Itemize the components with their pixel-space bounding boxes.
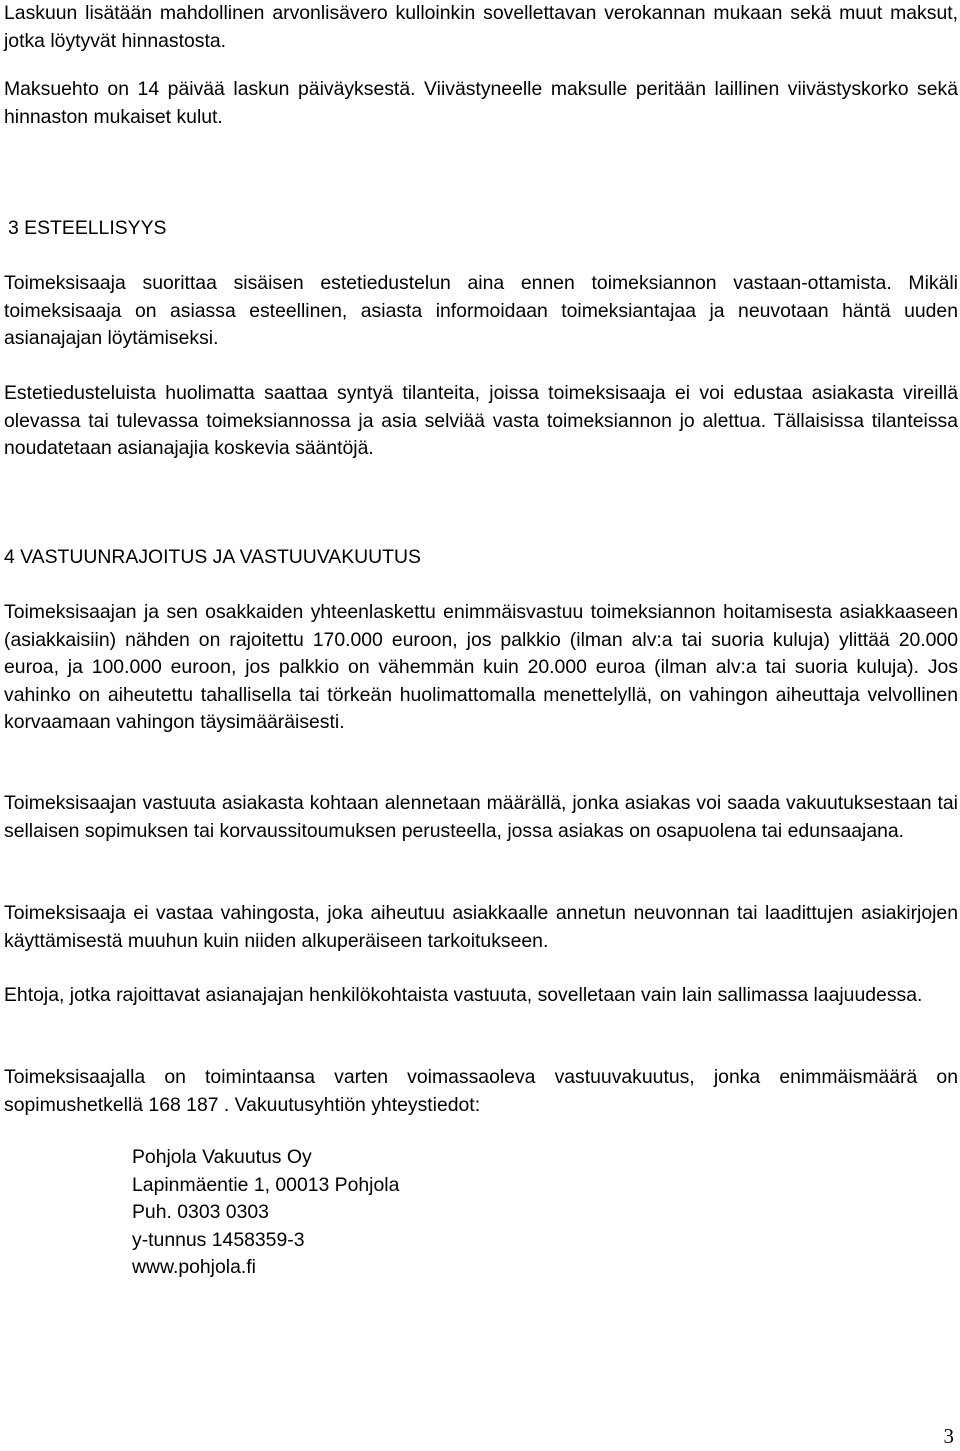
insurer-contact-block [132,1144,399,1282]
insurer-phone: Puh. 0303 0303 [132,1201,269,1223]
section-3-heading: 3 ESTEELLISYYS [8,217,167,239]
insurer-name: Pohjola Vakuutus Oy [132,1146,312,1168]
insurer-address: Lapinmäentie 1, 00013 Pohjola [132,1173,400,1196]
section-3-paragraph-2: Estetiedusteluista huolimatta saattaa syntyä tilanteita, joissa toimeksisaaja ei voi edustaa asiakasta vireillä olevassa tai tulevassa toimeksiannossa ja asia selviää vasta toimeksiannon jo alettua. Tällaisissa tilanteissa noudatetaan asianajajia koskevia sääntöjä. [4,382,958,459]
page-number: 3 [943,1424,954,1448]
section-4-paragraph-1: Toimeksisaajan ja sen osakkaiden yhteenlaskettu enimmäisvastuu toimeksiannon hoitamisesta asiakkaaseen (asiakkaisiin) nähden on rajoitettu 170.000 euroon, jos palkkio (ilman alv:a tai suoria kuluja) ylittää 20.000 euroa, ja 100.000 euroon, jos palkkio on vähemmän kuin 20.000 euroa (ilman alv:a tai suoria kuluja). Jos vahinko on aiheutettu tahallisella tai törkeän huolimattomalla menettelyllä, on vahingon aiheuttaja velvollinen korvaamaan vahingon täysimääräisesti. [4,601,958,733]
vat-paragraph: Laskuun lisätään mahdollinen arvonlisävero kulloinkin sovellettavan verokannan mukaan sekä muut maksut, jotka löytyvät hinnastosta. [4,2,958,52]
section-4-paragraph-3: Toimeksisaaja ei vastaa vahingosta, joka aiheutuu asiakkaalle annetun neuvonnan tai laadittujen asiakirjojen käyttämisestä muuhun kuin niiden alkuperäiseen tarkoitukseen. [4,902,958,952]
section-3-paragraph-1: Toimeksisaaja suorittaa sisäisen estetiedustelun aina ennen toimeksiannon vastaan-ottamista. Mikäli toimeksisaaja on asiassa esteellinen, asiasta informoidaan toimeksiantajaa ja neuvotaan häntä uuden asianajajan löytämiseksi. [4,272,958,349]
section-4-paragraph-4: Ehtoja, jotka rajoittavat asianajajan henkilökohtaista vastuuta, sovelletaan vain lain sallimassa laajuudessa. [4,984,923,1006]
section-4-heading: 4 VASTUUNRAJOITUS JA VASTUUVAKUUTUS [4,546,421,568]
section-4-paragraph-5: Toimeksisaajalla on toimintaansa varten voimassaoleva vastuuvakuutus, jonka enimmäismäärä on sopimushetkellä 168 187 . Vakuutusyhtiön yhteystiedot: [4,1066,958,1116]
payment-terms-paragraph: Maksuehto on 14 päivää laskun päiväyksestä. Viivästyneelle maksulle peritään laillinen viivästyskorko sekä hinnaston mukaiset kulut. [4,78,958,128]
section-4-paragraph-2: Toimeksisaajan vastuuta asiakasta kohtaan alennetaan määrällä, jonka asiakas voi saada vakuutuksestaan tai sellaisen sopimuksen tai korvaussitoumuksen perusteella, jossa asiakas on osapuolena tai edunsaajana. [4,792,958,842]
insurer-business-id: y-tunnus 1458359-3 [132,1228,305,1251]
insurer-website: www.pohjola.fi [132,1256,256,1278]
